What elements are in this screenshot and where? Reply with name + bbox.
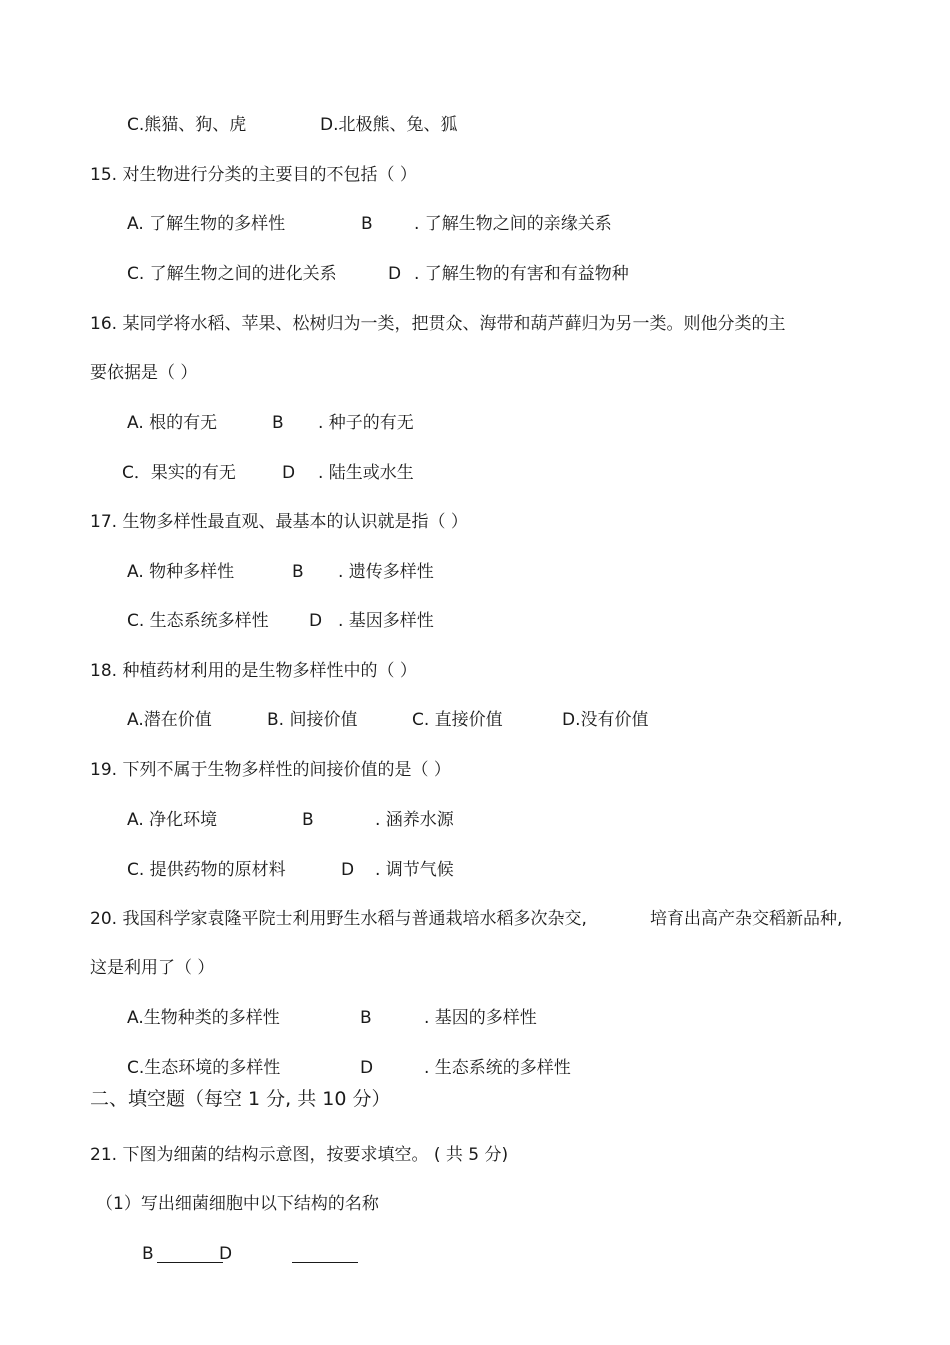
q17-stem: 17. 生物多样性最直观、最基本的认识就是指（ ） <box>90 512 468 532</box>
q21-label-b: B <box>142 1244 154 1264</box>
q18-stem: 18. 种植药材利用的是生物多样性中的（ ） <box>90 661 417 681</box>
q21-sub1: （1）写出细菌细胞中以下结构的名称 <box>96 1194 379 1214</box>
q16-stem-line2: 要依据是（ ） <box>90 363 198 383</box>
q15-option-b-letter: B <box>361 214 373 234</box>
q16-option-b-letter: B <box>272 413 284 433</box>
q16-stem-line1: 16. 某同学将水稻、苹果、松树归为一类，把贯众、海带和葫芦藓归为另一类。则他分类的主 <box>90 314 786 334</box>
q17-option-d-text: . 基因多样性 <box>338 611 434 631</box>
q17-option-a: A. 物种多样性 <box>127 562 235 582</box>
q15-option-a: A. 了解生物的多样性 <box>127 214 286 234</box>
q14-option-d: D.北极熊、兔、狐 <box>320 115 458 135</box>
section-title-fill-in: 二、填空题（每空 1 分, 共 10 分） <box>90 1088 391 1110</box>
q16-option-d-text: . 陆生或水生 <box>318 463 414 483</box>
q20-option-d-text: . 生态系统的多样性 <box>424 1058 571 1078</box>
q16-option-d-letter: D <box>282 463 296 483</box>
q20-stem-line1a: 20. 我国科学家袁隆平院士利用野生水稻与普通栽培水稻多次杂交, <box>90 909 587 929</box>
q14-option-c: C.熊猫、狗、虎 <box>127 115 247 135</box>
q15-option-c: C. 了解生物之间的进化关系 <box>127 264 337 284</box>
q17-option-d-letter: D <box>309 611 323 631</box>
q15-option-b-text: . 了解生物之间的亲缘关系 <box>414 214 612 234</box>
q17-option-c: C. 生态系统多样性 <box>127 611 269 631</box>
q19-option-b-text: . 涵养水源 <box>375 810 454 830</box>
q20-stem-line1b: 培育出高产杂交稻新品种, <box>650 909 843 929</box>
q20-option-b-text: . 基因的多样性 <box>424 1008 537 1028</box>
q16-option-c: C．果实的有无 <box>122 463 236 483</box>
q20-stem-line2: 这是利用了（ ） <box>90 958 215 978</box>
q21-blank-d[interactable] <box>292 1245 358 1263</box>
q18-option-d: D.没有价值 <box>562 710 649 730</box>
q21-label-d: D <box>219 1244 233 1264</box>
q17-option-b-text: . 遗传多样性 <box>338 562 434 582</box>
q19-option-b-letter: B <box>302 810 314 830</box>
q16-option-a: A. 根的有无 <box>127 413 218 433</box>
q19-option-c: C. 提供药物的原材料 <box>127 860 286 880</box>
q19-option-d-text: . 调节气候 <box>375 860 454 880</box>
q16-option-b-text: . 种子的有无 <box>318 413 414 433</box>
q15-stem: 15. 对生物进行分类的主要目的不包括（ ） <box>90 165 417 185</box>
q15-option-d-text: . 了解生物的有害和有益物种 <box>414 264 629 284</box>
q20-option-d-letter: D <box>360 1058 374 1078</box>
q17-option-b-letter: B <box>292 562 304 582</box>
q18-option-a: A.潜在价值 <box>127 710 212 730</box>
q20-option-c: C.生态环境的多样性 <box>127 1058 281 1078</box>
q20-option-a: A.生物种类的多样性 <box>127 1008 280 1028</box>
q21-blank-b[interactable] <box>157 1245 223 1263</box>
q21-stem: 21. 下图为细菌的结构示意图，按要求填空。 ( 共 5 分) <box>90 1145 509 1165</box>
q19-option-d-letter: D <box>341 860 355 880</box>
q20-option-b-letter: B <box>360 1008 372 1028</box>
q18-option-b: B. 间接价值 <box>267 710 358 730</box>
q18-option-c: C. 直接价值 <box>412 710 503 730</box>
q19-option-a: A. 净化环境 <box>127 810 218 830</box>
q19-stem: 19. 下列不属于生物多样性的间接价值的是（ ） <box>90 760 451 780</box>
q15-option-d-letter: D <box>388 264 402 284</box>
